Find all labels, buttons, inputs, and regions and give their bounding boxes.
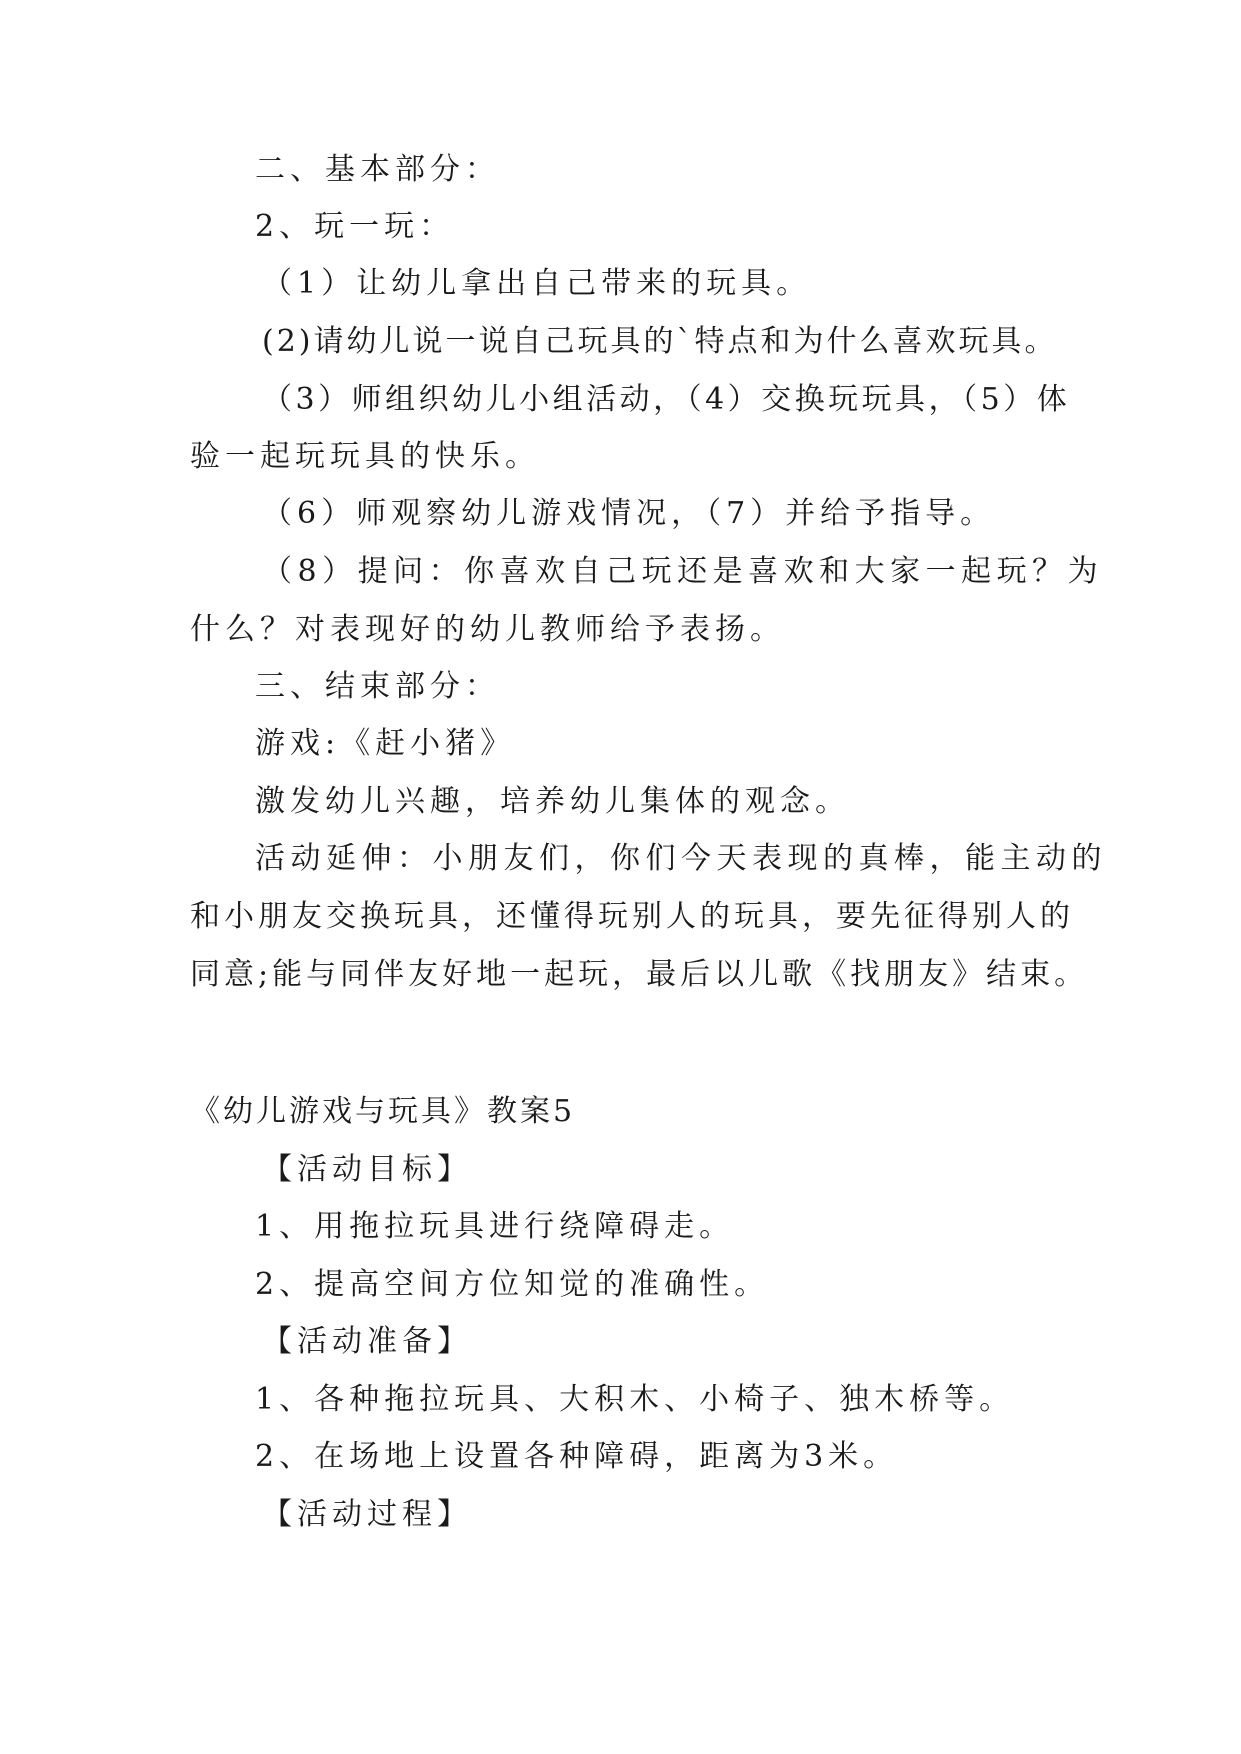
list-item: 2、提高空间方位知觉的准确性。: [255, 1267, 770, 1302]
paragraph-line: 激发幼儿兴趣，培养幼儿集体的观念。: [255, 784, 850, 819]
lesson-plan-title: 《幼儿游戏与玩具》教案5: [190, 1094, 576, 1129]
list-item: 2、在场地上设置各种障碍，距离为3米。: [255, 1439, 899, 1474]
paragraph-line: （6）师观察幼儿游戏情况，（7）并给予指导。: [262, 496, 996, 531]
list-item: 1、用拖拉玩具进行绕障碍走。: [255, 1209, 735, 1244]
section-heading-end: 三、结束部分：: [255, 669, 500, 704]
paragraph-line: (2)请幼儿说一说自己玩具的`特点和为什么喜欢玩具。: [262, 324, 1058, 359]
section-heading-goals: 【活动目标】: [262, 1152, 472, 1187]
paragraph-line: （1）让幼儿拿出自己带来的玩具。: [262, 266, 812, 301]
section-heading-preparation: 【活动准备】: [262, 1324, 472, 1359]
paragraph-line: （3）师组织幼儿小组活动，（4）交换玩玩具，（5）体: [262, 382, 1071, 417]
paragraph-line: （8）提问：你喜欢自己玩还是喜欢和大家一起玩？为: [262, 554, 1104, 589]
paragraph-line: 什么？对表现好的幼儿教师给予表扬。: [190, 612, 785, 647]
paragraph-line: 和小朋友交换玩具，还懂得玩别人的玩具，要先征得别人的: [190, 899, 1074, 934]
step-play-heading: 2、玩一玩：: [255, 209, 455, 244]
list-item: 1、各种拖拉玩具、大积木、小椅子、独木桥等。: [255, 1382, 1015, 1417]
paragraph-line: 验一起玩玩具的快乐。: [190, 439, 540, 474]
paragraph-line: 活动延伸：小朋友们，你们今天表现的真棒，能主动的: [255, 841, 1107, 876]
paragraph-line: 同意;能与同伴友好地一起玩，最后以儿歌《找朋友》结束。: [190, 957, 1089, 992]
section-heading-process: 【活动过程】: [262, 1497, 472, 1532]
game-title: 游戏:《赶小猪》: [255, 726, 516, 761]
section-heading-basic: 二、基本部分：: [255, 152, 500, 187]
